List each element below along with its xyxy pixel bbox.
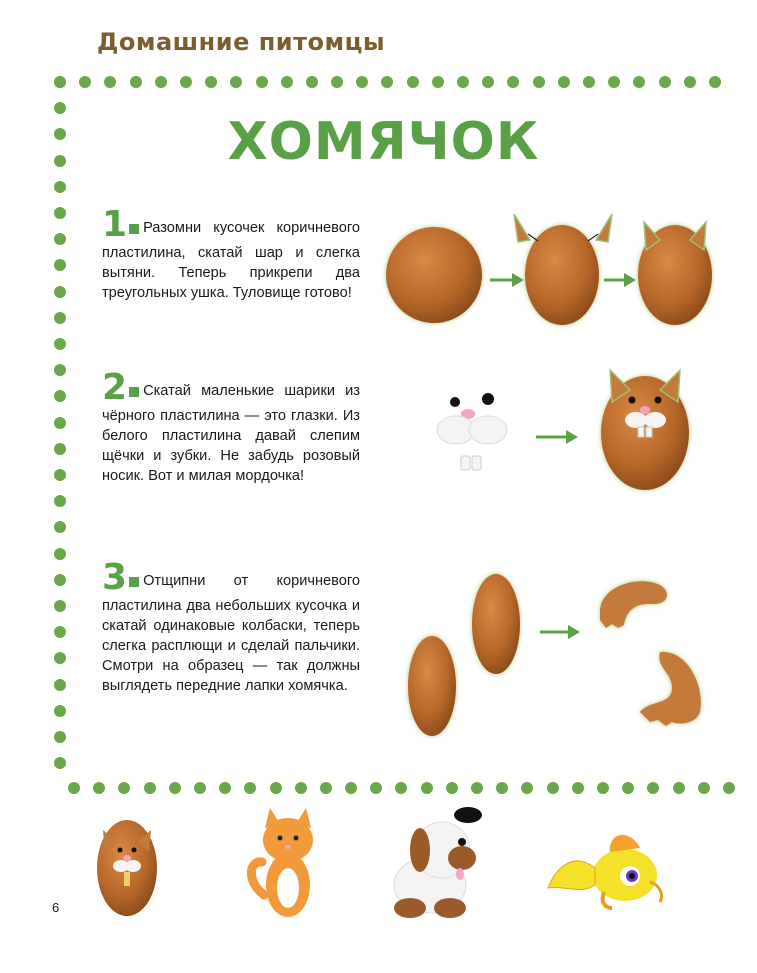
page-title: ХОМЯЧОК xyxy=(227,112,540,172)
page-number: 6 xyxy=(52,900,60,915)
step3-sausages xyxy=(408,574,520,736)
step2-face-parts xyxy=(437,393,507,470)
step1-ball xyxy=(386,227,482,323)
section-title: Домашние питомцы xyxy=(97,28,386,56)
step-text: Отщипни от коричневого пластилина два небольших кусочка и скатай одинаковые колбаски, теперь слегка расплющи и сделай пальчики. Смотри на образец — так должны выглядеть передние лапки хомячка. xyxy=(102,573,360,694)
arrow-right-icon xyxy=(490,273,524,287)
kitten-figure xyxy=(251,808,313,917)
arrow-right-icon xyxy=(604,273,636,287)
step-number: 1 xyxy=(102,204,143,245)
step1-egg-with-ears xyxy=(514,214,612,325)
goldfish-figure xyxy=(548,835,662,908)
step-text: Скатай маленькие шарики из чёрного пластилина — это глазки. Из белого пластилина давай слепим щёчки и зубки. Не забудь розовый носик. Вот и милая мордочка! xyxy=(102,383,360,484)
step1-body-done xyxy=(638,222,712,325)
arrow-right-icon xyxy=(540,625,580,639)
step-text: Разомни кусочек коричневого пластилина, скатай шар и слегка вытяни. Теперь прикрепи два треугольных ушка. Туловище готово! xyxy=(102,220,360,301)
arrow-right-icon xyxy=(536,430,578,444)
step-number: 3 xyxy=(102,557,143,598)
puppy-figure xyxy=(394,807,482,918)
step3-paws xyxy=(600,581,701,726)
step2-hamster-head xyxy=(601,370,689,490)
hamster-figure xyxy=(97,820,157,916)
step-number: 2 xyxy=(102,367,143,408)
